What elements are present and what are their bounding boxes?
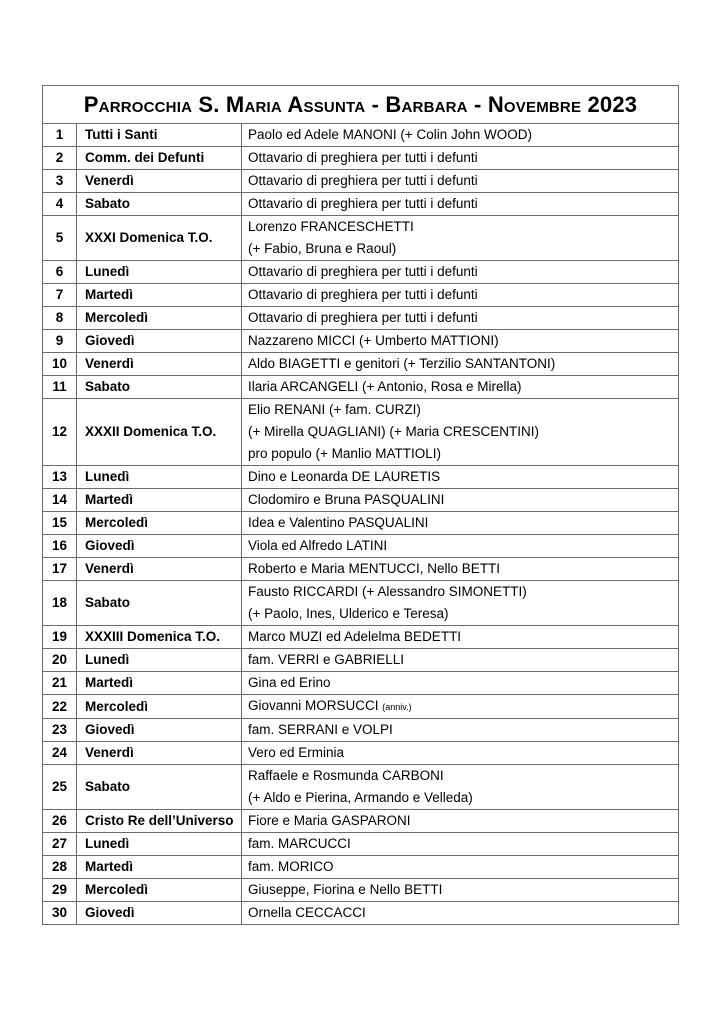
day-number: 6 (43, 261, 77, 284)
table-row (43, 353, 679, 376)
day-number: 24 (43, 742, 77, 765)
table-row (43, 466, 679, 489)
table-row (43, 558, 679, 581)
day-name: Giovedì (77, 902, 242, 925)
table-row (43, 695, 679, 719)
table-row (43, 193, 679, 216)
intention-text (242, 193, 679, 216)
day-name: Venerdì (77, 558, 242, 581)
intention-text (242, 261, 679, 284)
day-number: 14 (43, 489, 77, 512)
intention-text (242, 399, 679, 466)
intention-text (242, 879, 679, 902)
intention-line: (+ Mirella QUAGLIANI) (+ Maria CRESCENTINI) (248, 424, 540, 439)
day-name: Sabato (77, 376, 242, 399)
table-row (43, 535, 679, 558)
intention-line: Clodomiro e Bruna PASQUALINI (248, 492, 445, 507)
intention-text (242, 626, 679, 649)
intention-text (242, 466, 679, 489)
day-name: Mercoledì (77, 512, 242, 535)
day-name: Venerdì (77, 170, 242, 193)
table-row (43, 330, 679, 353)
mass-intentions-table (42, 85, 679, 925)
intention-line: Giuseppe, Fiorina e Nello BETTI (248, 882, 443, 897)
table-row (43, 124, 679, 147)
table-row (43, 833, 679, 856)
day-name: Sabato (77, 581, 242, 626)
day-name: Comm. dei Defunti (77, 147, 242, 170)
day-name: Martedì (77, 856, 242, 879)
intention-text (242, 124, 679, 147)
intention-text (242, 353, 679, 376)
table-row (43, 512, 679, 535)
intention-line: Elio RENANI (+ fam. CURZI) (248, 402, 421, 417)
day-name: Venerdì (77, 353, 242, 376)
intention-line: (+ Fabio, Bruna e Raoul) (248, 241, 397, 256)
intention-text (242, 170, 679, 193)
intention-text (242, 765, 679, 810)
intention-text (242, 719, 679, 742)
table-row (43, 307, 679, 330)
intention-line: Roberto e Maria MENTUCCI, Nello BETTI (248, 561, 501, 576)
mass-intentions-sheet (42, 85, 678, 925)
day-number: 30 (43, 902, 77, 925)
intention-line: Vero ed Erminia (248, 745, 345, 760)
intention-line: (+ Paolo, Ines, Ulderico e Teresa) (248, 606, 449, 621)
table-row (43, 216, 679, 261)
intention-text (242, 672, 679, 695)
day-name: Giovedì (77, 330, 242, 353)
intention-text (242, 147, 679, 170)
table-row (43, 284, 679, 307)
intention-text (242, 558, 679, 581)
intention-text (242, 902, 679, 925)
day-number: 21 (43, 672, 77, 695)
day-number: 10 (43, 353, 77, 376)
day-number: 2 (43, 147, 77, 170)
intention-text (242, 856, 679, 879)
day-number: 13 (43, 466, 77, 489)
day-name: XXXI Domenica T.O. (77, 216, 242, 261)
table-row (43, 902, 679, 925)
intention-text (242, 742, 679, 765)
day-number: 27 (43, 833, 77, 856)
intention-line: Ottavario di preghiera per tutti i defunti (248, 287, 478, 302)
intention-line: pro populo (+ Manlio MATTIOLI) (248, 446, 441, 461)
intention-line: Ilaria ARCANGELI (+ Antonio, Rosa e Mirella) (248, 379, 522, 394)
table-row (43, 147, 679, 170)
day-name: Giovedì (77, 535, 242, 558)
day-number: 16 (43, 535, 77, 558)
day-number: 12 (43, 399, 77, 466)
table-row (43, 879, 679, 902)
table-row (43, 742, 679, 765)
intention-text (242, 810, 679, 833)
day-name: Sabato (77, 765, 242, 810)
intention-text (242, 512, 679, 535)
day-name: Lunedì (77, 833, 242, 856)
anniversary-note: (anniv.) (382, 702, 412, 712)
day-name: XXXIII Domenica T.O. (77, 626, 242, 649)
intention-text (242, 695, 679, 719)
table-row (43, 810, 679, 833)
intention-text (242, 489, 679, 512)
intention-line: Idea e Valentino PASQUALINI (248, 515, 429, 530)
day-number: 7 (43, 284, 77, 307)
day-name: Tutti i Santi (77, 124, 242, 147)
day-name: Lunedì (77, 466, 242, 489)
day-name: Lunedì (77, 649, 242, 672)
day-number: 25 (43, 765, 77, 810)
intention-line: (+ Aldo e Pierina, Armando e Velleda) (248, 790, 473, 805)
intention-line: Fausto RICCARDI (+ Alessandro SIMONETTI) (248, 584, 527, 599)
table-row (43, 649, 679, 672)
intention-text (242, 535, 679, 558)
day-number: 23 (43, 719, 77, 742)
intention-line: Ottavario di preghiera per tutti i defunti (248, 264, 478, 279)
intention-line: Ornella CECCACCI (248, 905, 366, 920)
intention-line: Ottavario di preghiera per tutti i defunti (248, 173, 478, 188)
table-row (43, 765, 679, 810)
intention-line: Aldo BIAGETTI e genitori (+ Terzilio SANTANTONI) (248, 356, 556, 371)
intention-line: fam. MORICO (248, 859, 334, 874)
table-row (43, 626, 679, 649)
table-row (43, 489, 679, 512)
intention-line: fam. MARCUCCI (248, 836, 351, 851)
day-name: Martedì (77, 489, 242, 512)
intention-line: Ottavario di preghiera per tutti i defunti (248, 196, 478, 211)
day-name: Martedì (77, 284, 242, 307)
intention-line: Gina ed Erino (248, 675, 331, 690)
intention-text (242, 330, 679, 353)
intention-line: Paolo ed Adele MANONI (+ Colin John WOOD) (248, 127, 532, 142)
title-row (43, 86, 679, 124)
day-number: 18 (43, 581, 77, 626)
intention-line: Raffaele e Rosmunda CARBONI (248, 768, 444, 783)
intention-line: Ottavario di preghiera per tutti i defunti (248, 150, 478, 165)
table-row (43, 719, 679, 742)
intention-line: Fiore e Maria GASPARONI (248, 813, 411, 828)
day-number: 17 (43, 558, 77, 581)
intention-text (242, 376, 679, 399)
intention-line: Marco MUZI ed Adelelma BEDETTI (248, 629, 462, 644)
table-row (43, 672, 679, 695)
intention-line: Lorenzo FRANCESCHETTI (248, 219, 414, 234)
day-name: Mercoledì (77, 307, 242, 330)
table-row (43, 581, 679, 626)
day-name: Martedì (77, 672, 242, 695)
day-number: 19 (43, 626, 77, 649)
table-row (43, 376, 679, 399)
page-title: Parrocchia S. Maria Assunta - Barbara - Novembre 2023 (43, 86, 679, 124)
day-number: 9 (43, 330, 77, 353)
day-number: 5 (43, 216, 77, 261)
day-number: 3 (43, 170, 77, 193)
intention-line: Ottavario di preghiera per tutti i defunti (248, 310, 478, 325)
intention-line: fam. SERRANI e VOLPI (248, 722, 393, 737)
intention-line: Dino e Leonarda DE LAURETIS (248, 469, 441, 484)
intention-text (242, 649, 679, 672)
intention-text (242, 216, 679, 261)
day-number: 29 (43, 879, 77, 902)
day-name: Giovedì (77, 719, 242, 742)
day-number: 1 (43, 124, 77, 147)
day-number: 22 (43, 695, 77, 719)
day-name: Mercoledì (77, 695, 242, 719)
day-name: Lunedì (77, 261, 242, 284)
day-number: 11 (43, 376, 77, 399)
day-name: Mercoledì (77, 879, 242, 902)
intention-line: Viola ed Alfredo LATINI (248, 538, 388, 553)
day-number: 4 (43, 193, 77, 216)
intention-text (242, 284, 679, 307)
day-name: Cristo Re dell’Universo (77, 810, 242, 833)
intention-text (242, 581, 679, 626)
intention-line: Nazzareno MICCI (+ Umberto MATTIONI) (248, 333, 499, 348)
intention-text (242, 307, 679, 330)
day-number: 28 (43, 856, 77, 879)
day-number: 8 (43, 307, 77, 330)
day-number: 15 (43, 512, 77, 535)
intention-line: fam. VERRI e GABRIELLI (248, 652, 405, 667)
day-name: XXXII Domenica T.O. (77, 399, 242, 466)
table-row (43, 856, 679, 879)
day-number: 20 (43, 649, 77, 672)
day-name: Sabato (77, 193, 242, 216)
intention-line: Giovanni MORSUCCI (248, 698, 379, 713)
day-number: 26 (43, 810, 77, 833)
intention-text (242, 833, 679, 856)
table-row (43, 399, 679, 466)
day-name: Venerdì (77, 742, 242, 765)
table-row (43, 261, 679, 284)
table-row (43, 170, 679, 193)
